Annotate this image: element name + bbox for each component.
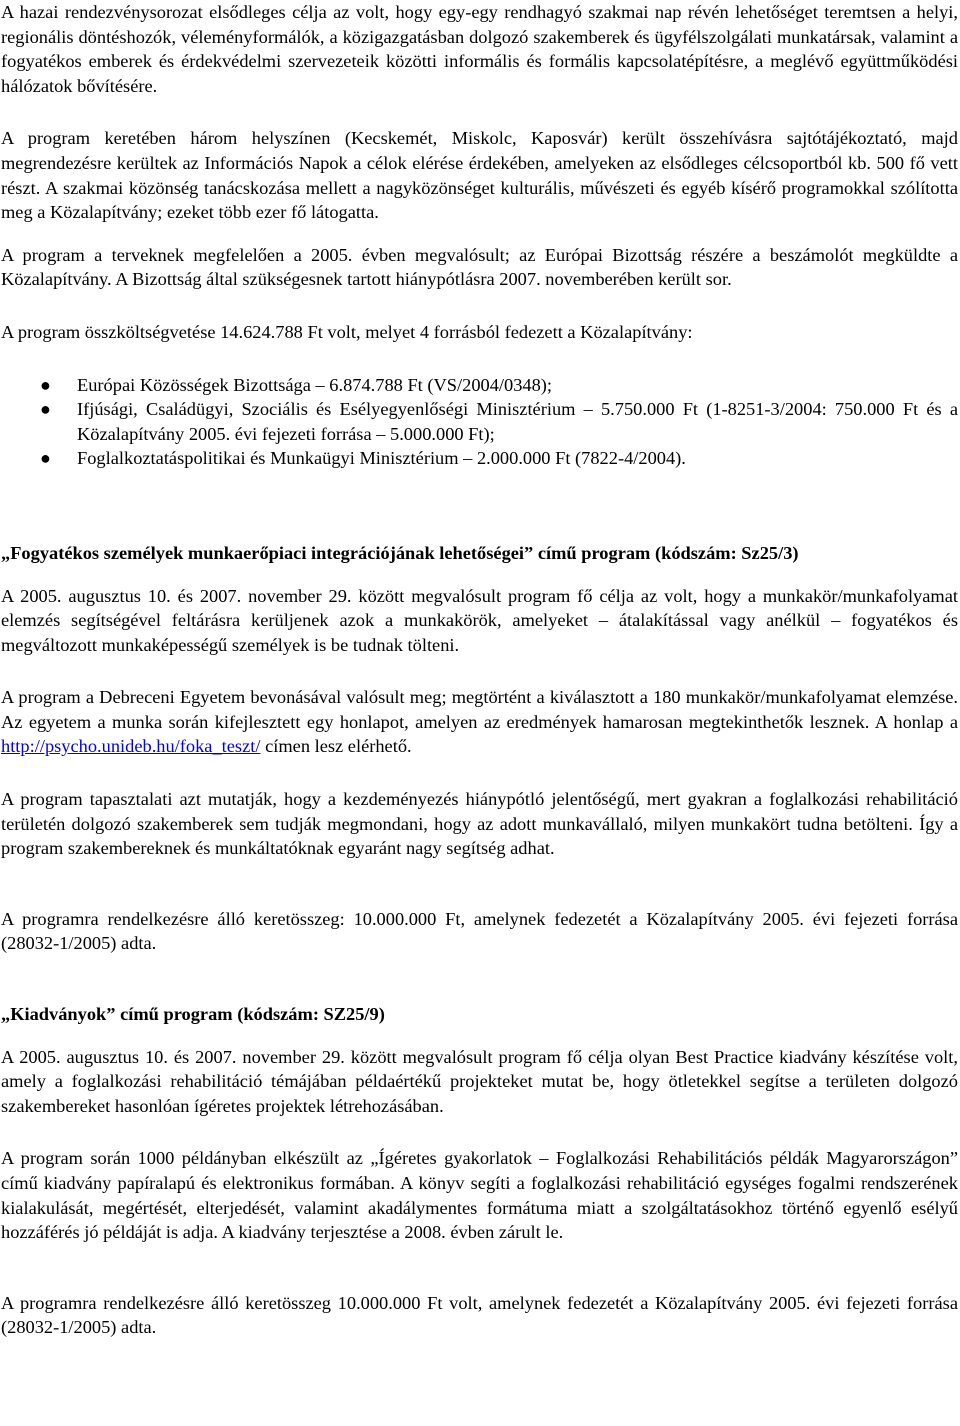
paragraph-text: A program a Debreceni Egyetem bevonásával valósult meg; megtörtént a kiválasztott a 180 munkakör/munkafolyamat elemzése. Az egyetem a munka során kifejlesztett egy honlapot, amelyen az eredmények hamarosan megtekinthetők lesznek. A honlap a: [1, 687, 958, 732]
website-link[interactable]: http://psycho.unideb.hu/foka_teszt/: [1, 736, 261, 757]
bullet-icon: ●: [40, 448, 51, 469]
funding-sources-list: [1, 373, 958, 471]
section-heading-publications: „Kiadványok” című program (kódszám: SZ25/9): [1, 1004, 385, 1025]
bullet-icon: ●: [40, 374, 51, 395]
funding-source-text: Európai Közösségek Bizottsága – 6.874.788 Ft (VS/2004/0348);: [77, 374, 553, 395]
paragraph-publications-goal: A 2005. augusztus 10. és 2007. november 29. között megvalósult program fő célja olyan Best Practice kiadvány készítése volt, amely a foglalkozási rehabilitáció témájában példaértékű projekteket mutat be, hogy ötletekkel segítse a területen dolgozó szakembereket hasonlóan ígéretes projektek létrehozásában.: [1, 1046, 958, 1116]
list-item: [1, 373, 958, 398]
paragraph-text: címen lesz elérhető.: [260, 736, 412, 757]
paragraph-budget: A program összköltségvetése 14.624.788 Ft volt, melyet 4 forrásból fedezett a Közalapítvány:: [1, 321, 693, 342]
paragraph-integration-experience: A program tapasztalati azt mutatják, hogy a kezdeményezés hiánypótló jelentőségű, mert gyakran a foglalkozási rehabilitáció területén dolgozó szakemberek sem tudják megmondani, hogy az adott munkavállaló, milyen munkakört tudna betölteni. Így a program szakembereknek és munkáltatóknak egyaránt nagy segítség adhat.: [1, 789, 958, 859]
funding-source-text: Foglalkoztatáspolitikai és Munkaügyi Minisztérium – 2.000.000 Ft (7822-4/2004).: [77, 448, 686, 469]
paragraph-event-goal: A hazai rendezvénysorozat elsődleges célja az volt, hogy egy-egy rendhagyó szakmai nap révén lehetőséget teremtsen a helyi, regionális döntéshozók, véleményformálók, a közigazgatásban dolgozó szakemberek és ügyfélszolgálati munkatársak, valamint a fogyatékos emberek és érdekvédelmi szervezeteik közötti informális és formális kapcsolatépítésre, a meglévő együttműködési hálózatok bővítésére.: [1, 2, 958, 96]
paragraph-integration-goal: A 2005. augusztus 10. és 2007. november 29. között megvalósult program fő célja az volt, hogy a munkakör/munkafolyamat elemzés segítségével feltárásra kerüljenek azok a munkakörök, amelyeket – átalakítással vagy anélkül – fogyatékos és megváltozott munkaképességű személyek is be tudnak tölteni.: [1, 585, 958, 655]
section-heading-integration: „Fogyatékos személyek munkaerőpiaci integrációjának lehetőségei” című program (kódszám: Sz25/3): [1, 542, 799, 563]
paragraph-integration-budget: A programra rendelkezésre álló keretösszeg: 10.000.000 Ft, amelynek fedezetét a Közalapítvány 2005. évi fejezeti forrása (28032-1/2005) adta.: [1, 908, 958, 954]
bullet-icon: ●: [40, 399, 51, 420]
funding-source-text: Ifjúsági, Családügyi, Szociális és Esélyegyenlőségi Minisztérium – 5.750.000 Ft (1-8251-3/2004: 750.000 Ft és a Közalapítvány 2005. évi fejezeti forrása – 5.000.000 Ft);: [77, 399, 958, 444]
paragraph-integration-debrecen: [1, 685, 958, 759]
paragraph-program-venues: A program keretében három helyszínen (Kecskemét, Miskolc, Kaposvár) került összehívásra sajtótájékoztató, majd megrendezésre kerültek az Információs Napok a célok elérése érdekében, amelyeken az elsődleges célcsoportból kb. 500 fő vett részt. A szakmai közönség tanácskozása mellett a nagyközönséget kulturális, művészeti és egyéb kísérő programokkal szólította meg a Közalapítvány; ezeket több ezer fő látogatta.: [1, 128, 958, 223]
paragraph-publications-book: A program során 1000 példányban elkészült az „Ígéretes gyakorlatok – Foglalkozási Rehabilitációs példák Magyarországon” című kiadvány papíralapú és elektronikus formában. A könyv segíti a foglalkozási rehabilitáció egységes fogalmi rendszerének kialakulását, megértését, elterjedését, valamint akadálymentes formátuma miatt a szolgáltatásokhoz történő egyenlő esélyű hozzáférés jó példáját is adja. A kiadvány terjesztése a 2008. évben zárult le.: [1, 1148, 958, 1243]
paragraph-publications-budget: A programra rendelkezésre álló keretösszeg 10.000.000 Ft volt, amelynek fedezetét a Közalapítvány 2005. évi fejezeti forrása (28032-1/2005) adta.: [1, 1292, 958, 1338]
list-item: [1, 397, 958, 446]
list-item: [1, 446, 958, 471]
paragraph-program-completion: A program a terveknek megfelelően a 2005. évben megvalósult; az Európai Bizottság részére a beszámolót megküldte a Közalapítvány. A Bizottság által szükségesnek tartott hiánypótlásra 2007. novemberében került sor.: [1, 244, 958, 290]
